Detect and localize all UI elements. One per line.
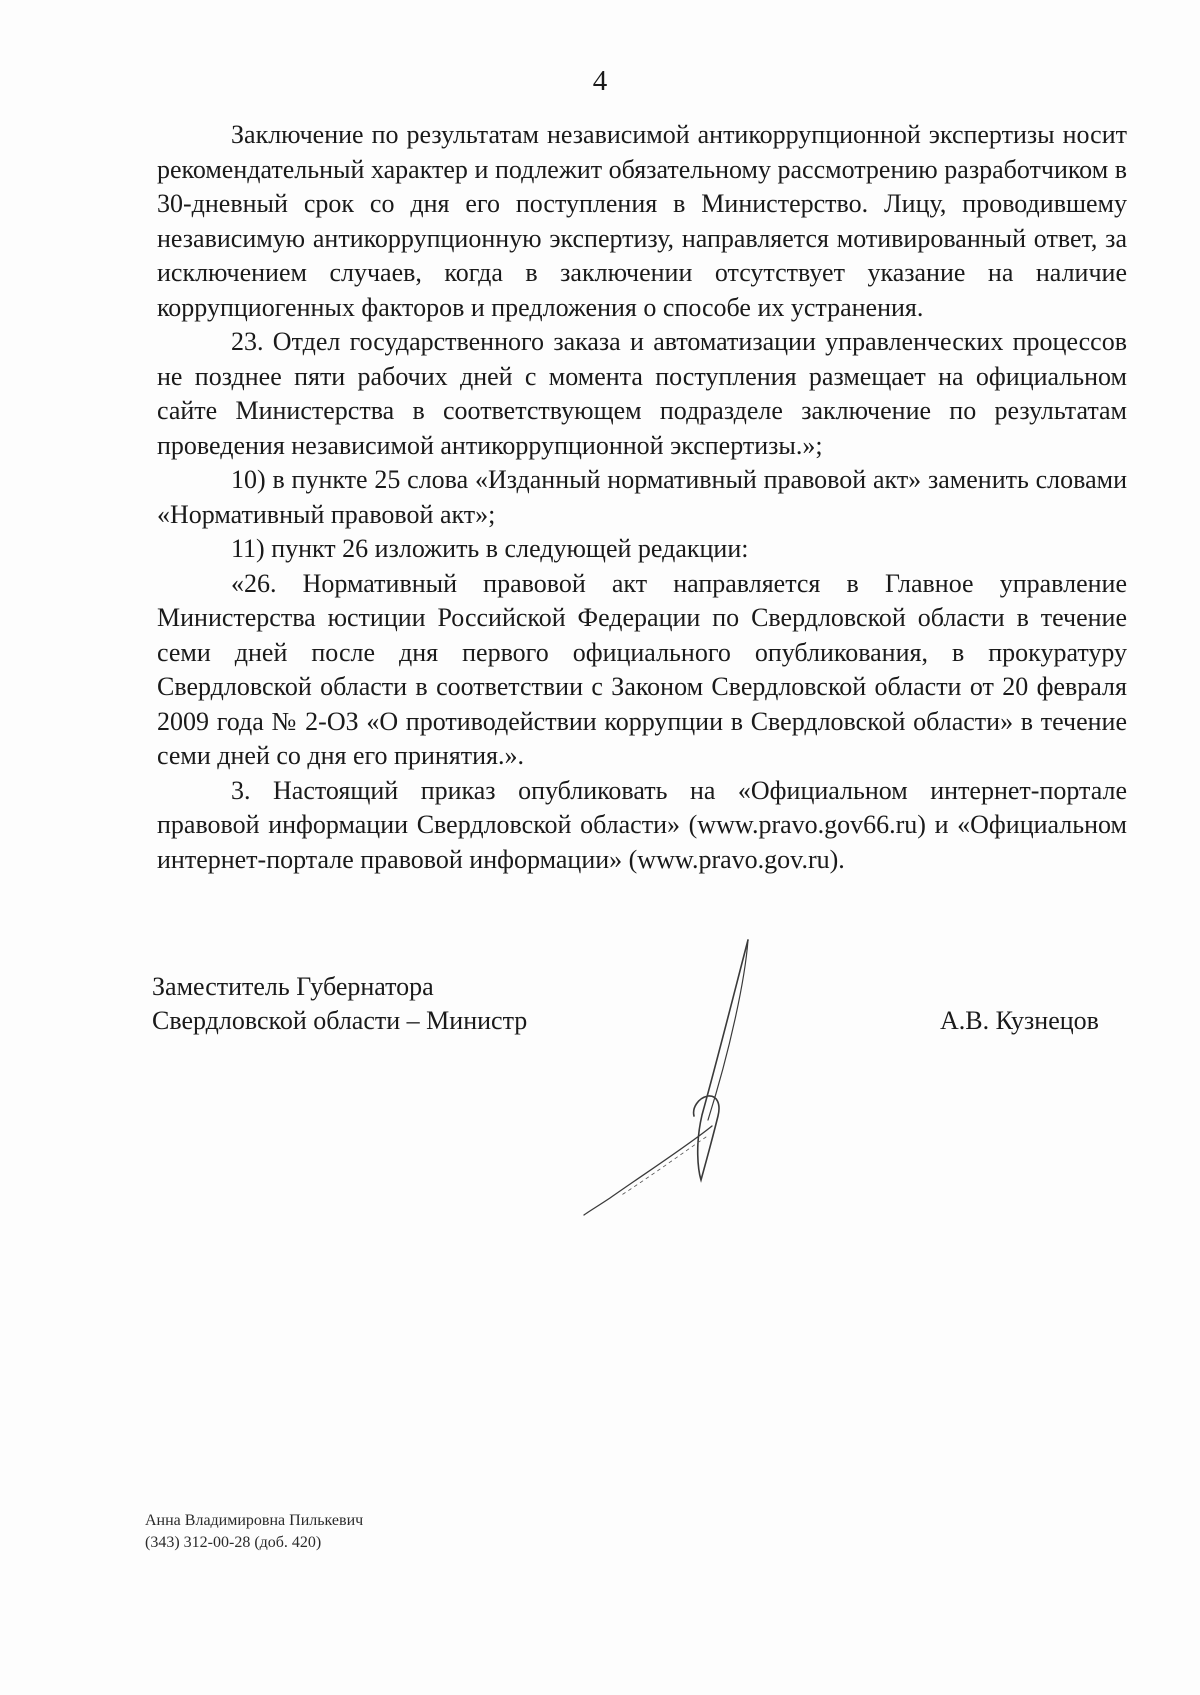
signer-position-line1: Заместитель Губернатора [152,972,434,1001]
paragraph-item-23: 23. Отдел государственного заказа и автоматизации управленческих процессов не позднее пяти рабочих дней с момента поступления размещает на официальном сайте Министерства в соответствующем подразделе заключение по результатам проведения независимой антикоррупционной экспертизы.»; [157,327,1127,460]
signer-name: А.В. Кузнецов [940,1006,1099,1035]
signer-position-line2: Свердловской области – Министр [152,1006,528,1035]
handwritten-signature [580,930,820,1230]
executor-info [145,1510,363,1554]
paragraph-item-11: 11) пункт 26 изложить в следующей редакции: [231,534,749,563]
paragraph-item-10: 10) в пункте 25 слова «Изданный нормативный правовой акт» заменить словами «Нормативный правовой акт»; [157,465,1127,529]
executor-name: Анна Владимировна Пилькевич [145,1512,364,1529]
paragraph-item-26: «26. Нормативный правовой акт направляется в Главное управление Министерства юстиции Российской Федерации по Свердловской области в течение семи дней после дня первого официального опубликования, в прокуратуру Свердловской области в соответствии с Законом Свердловской области от 20 февраля 2009 года № 2-ОЗ «О противодействии коррупции в Свердловской области» в течение семи дней со дня его принятия.». [157,568,1127,770]
paragraph-conclusion: Заключение по результатам независимой антикоррупционной экспертизы носит рекомендательный характер и подлежит обязательному рассмотрению разработчиком в 30-дневный срок со дня его поступления в Министерство. Лицу, проводившему независимую антикоррупционную экспертизу, направляется мотивированный ответ, за исключением случаев, когда в заключении отсутствует указание на наличие коррупциогенных факторов и предложения о способе их устранения. [157,120,1127,322]
paragraph-item-3: 3. Настоящий приказ опубликовать на «Официальном интернет-портале правовой информации Свердловской области» (www.pravo.gov66.ru) и «Официальном интернет-портале правовой информации» (www.pravo.gov.ru). [157,775,1127,874]
page-number: 4 [592,65,608,97]
document-body [157,118,1127,877]
executor-phone: (343) 312-00-28 (доб. 420) [145,1534,322,1551]
